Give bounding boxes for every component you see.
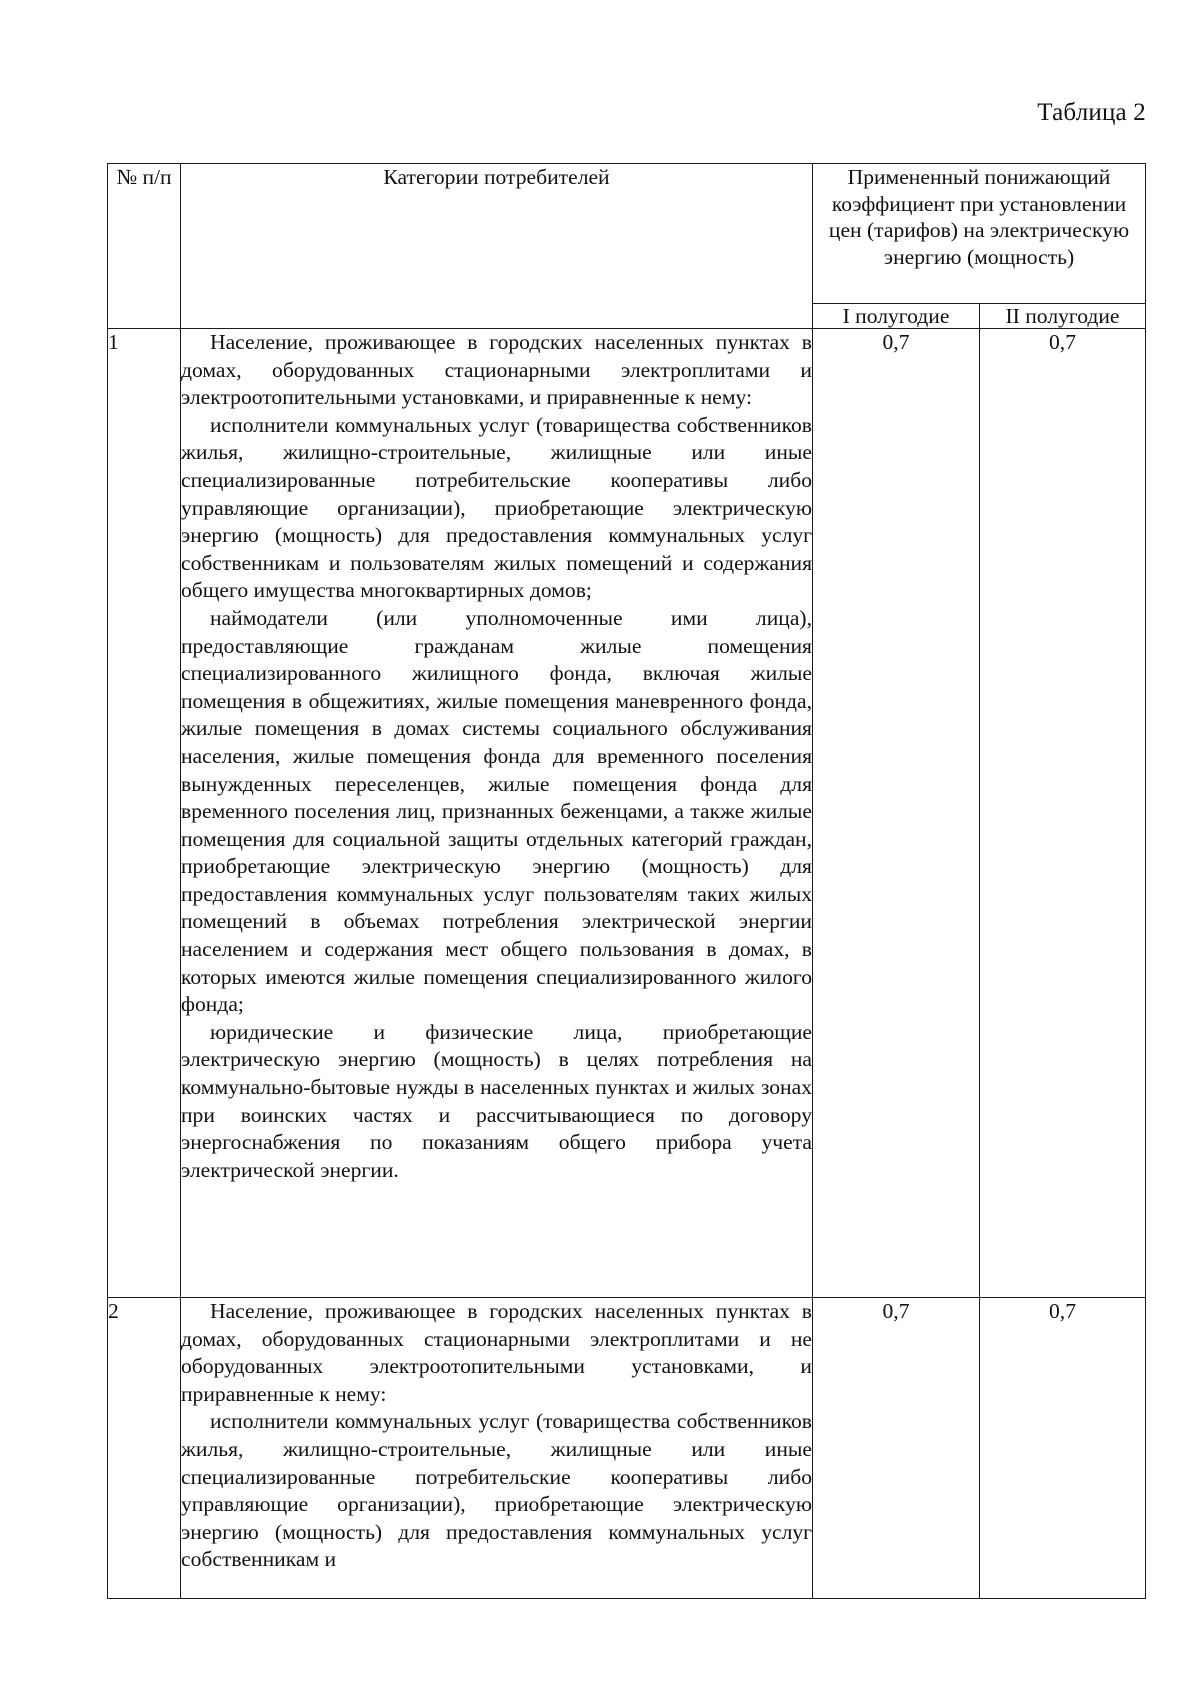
table-header-row — [108, 164, 1146, 304]
coefficient-half-1: 0,7 — [813, 329, 980, 1298]
category-paragraph: Население, проживающее в городских населенных пунктах в домах, оборудованных стационарными электроплитами и электроотопительными установками, и приравненные к нему: — [181, 330, 812, 410]
category-cell — [181, 329, 813, 1298]
tariff-coefficient-table — [107, 163, 1146, 1599]
category-cell — [181, 1298, 813, 1599]
header-coefficient: Примененный понижающий коэффициент при установлении цен (тарифов) на электрическую энергию (мощность) — [813, 164, 1146, 304]
category-paragraph: наймодатели (или уполномоченные ими лица), предоставляющие гражданам жилые помещения специализированного жилищного фонда, включая жилые помещения в общежитиях, жилые помещения маневренного фонда, жилые помещения в домах системы социального обслуживания населения, жилые помещения фонда для временного поселения вынужденных переселенцев, жилые помещения фонда для временного поселения лиц, признанных беженцами, а также жилые помещения для социальной защиты отдельных категорий граждан, приобретающие электрическую энергию (мощность) для предоставления коммунальных услуг пользователям таких жилых помещений в объемах потребления электрической энергии населением и содержания мест общего пользования в домах, в которых имеются жилые помещения специализированного жилого фонда; — [181, 605, 812, 1017]
row-number: 2 — [108, 1298, 181, 1599]
header-category: Категории потребителей — [181, 164, 813, 329]
coefficient-half-2: 0,7 — [980, 329, 1146, 1298]
header-half-year-1: I полугодие — [813, 303, 980, 328]
category-paragraph: юридические и физические лица, приобретающие электрическую энергию (мощность) в целях потребления на коммунально-бытовые нужды в населенных пунктах и жилых зонах при воинских частях и рассчитывающиеся по договору энергоснабжения по показаниям общего прибора учета электрической энергии. — [181, 1019, 812, 1182]
table-row — [108, 329, 1146, 1298]
header-half-year-2: II полугодие — [980, 303, 1146, 328]
table-label: Таблица 2 — [1037, 99, 1146, 126]
table-row — [108, 1298, 1146, 1599]
coefficient-half-1: 0,7 — [813, 1298, 980, 1599]
category-paragraph: исполнители коммунальных услуг (товарищества собственников жилья, жилищно-строительные, жилищные или иные специализированные потребительские кооперативы либо управляющие организации), приобретающие электрическую энергию (мощность) для предоставления коммунальных услуг собственникам и — [181, 1409, 812, 1572]
header-number: № п/п — [108, 164, 181, 329]
category-paragraph: исполнители коммунальных услуг (товарищества собственников жилья, жилищно-строительные, жилищные или иные специализированные потребительские кооперативы либо управляющие организации), приобретающие электрическую энергию (мощность) для предоставления коммунальных услуг собственникам и пользователям жилых помещений и содержания общего имущества многоквартирных домов; — [181, 412, 812, 603]
coefficient-half-2: 0,7 — [980, 1298, 1146, 1599]
row-number: 1 — [108, 329, 181, 1298]
category-paragraph: Население, проживающее в городских населенных пунктах в домах, оборудованных стационарными электроплитами и не оборудованных электроотопительными установками, и приравненные к нему: — [181, 1299, 812, 1406]
